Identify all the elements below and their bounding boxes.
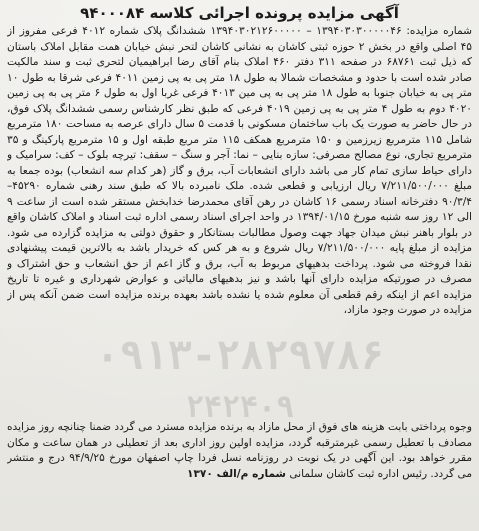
notice-footer <box>7 420 472 525</box>
notice-title: آگهی مزایده پرونده اجرائی کلاسه ۹۴۰۰۰۸۴ <box>80 4 399 22</box>
watermark-line-2: ۲۴۲۴۰۹ <box>185 390 295 425</box>
notice-body: شماره مزایده: ۱۳۹۴۰۳۰۳۰۰۰۰۰۴۶ – ۱۳۹۴۰۳۰۲۱۲۶۰۰۰۰۰ ششدانگ پلاک شماره ۴۰۱۲ فرعی مفروز از ۴۵ اصلی واقع در بخش ۲ حوزه ثبتی کاشان به نشانی کاشان لتحر نبش خیابان همت مقابل املاک باستان که ذیل ثبت ۶۸۷۶۱ در صفحه ۳۱۱ دفتر ۴۶۰ املاک بنام آقای رضا ابراهیمیان لتحری ثبت و سند مالکیت صادر شده است با حدود و مشخصات شمالا به طول ۱۸ متر پی به پی زمین ۴۰۱۱ فرعی شرقا به طول ۱۰ متر پی به خیابان جنوبا به طول ۱۸ متر پی به پی مین ۴۰۱۳ فرعی غربا اول به طول ۶ متر پی به پی زمین ۴۰۲۰ دوم به طول ۴ متر پی به پی زمین ۴۰۱۹ فرعی که طبق نظر کارشناس رسمی ششدانگ پلاک فوق، در حال حاضر به صورت یک باب ساختمان مسکونی با قدمت ۵ سال دارای عرصه به مساحت ۱۸۰ مترمربع شامل ۱۱۵ مترمربع زیرزمین و ۱۵۰ مترمربع همکف ۱۱۵ متر مربع طبقه اول و ۱۵ مترمربع پارکینگ و ۳۵ مترمربع تجاری، نوع مصالح مصرفی: سازه بنایی – نما: آجر و سنگ – سقف: تیرچه بلوک – کف: سرامیک و دارای حیاط سازی تمام کار می باشد دارای انشعابات آب، برق و گاز (هر کدام سه انشعاب) بوده جمعا به مبلغ ۷/۲۱۱/۵۰۰/۰۰۰ ریال ارزیابی و قطعی شده. ملک نامبرده بالا که طبق سند رهنی شماره ۴۵۲۹۰–۹۰/۳/۴ دفترخانه اسناد رسمی ۱۶ کاشان در رهن آقای محمدرضا خدابخش مستقر شده است از ساعت ۹ الی ۱۲ روز سه شنبه مورخ ۱۳۹۴/۰۱/۱۵ در واحد اجرای اسناد رسمی اداره ثبت اسناد و املاک کاشان واقع در بلوار باهنر نبش میدان جهاد جهت وصول مطالبات بستانکار و حقوق دولتی به مزایده گزارده می شود. مزایده از مبلغ پایه ۷/۲۱۱/۵۰۰/۰۰۰ ریال شروع و به هر کس که خریدار باشد به بالاترین قیمت پیشنهادی نقدا فروخته می شود. پرداخت بدهیهای مربوط به آب، برق و گاز اعم از حق انشعاب و حق اشتراک و مصرف در صورتیکه مزایده دارای آنها باشد و نیز بدهیهای مالیاتی و عوارض شهرداری و غیره تا تاریخ مزایده اعم از اینکه رقم قطعی آن معلوم شده یا نشده باشد بعهده برنده مزایده است ضمن آنکه پس از مزایده در صورت وجود مازاد، <box>7 25 472 316</box>
watermark-line-1: ۰۹۱۳-۲۸۲۹۷۸۶ <box>95 333 385 379</box>
notice-signature: شماره م/الف ۱۳۷۰ <box>187 467 286 480</box>
notice-footer-text: وجوه پرداختی بابت هزینه های فوق از محل مازاد به برنده مزایده مسترد می گردد ضمنا چنانچه روز مزایده مصادف با تعطیل رسمی غیرمترقبه گردد، مزایده اولین روز اداری بعد از تعطیلی در همان ساعت و مکان مقرر خواهد بود. این آگهی در یک نوبت در روزنامه نسل فردا چاپ اصفهان مورخ ۹۴/۹/۲۵ درج و منتشر می گردد. رئیس اداره ثبت کاشان سلمانی <box>7 421 472 480</box>
